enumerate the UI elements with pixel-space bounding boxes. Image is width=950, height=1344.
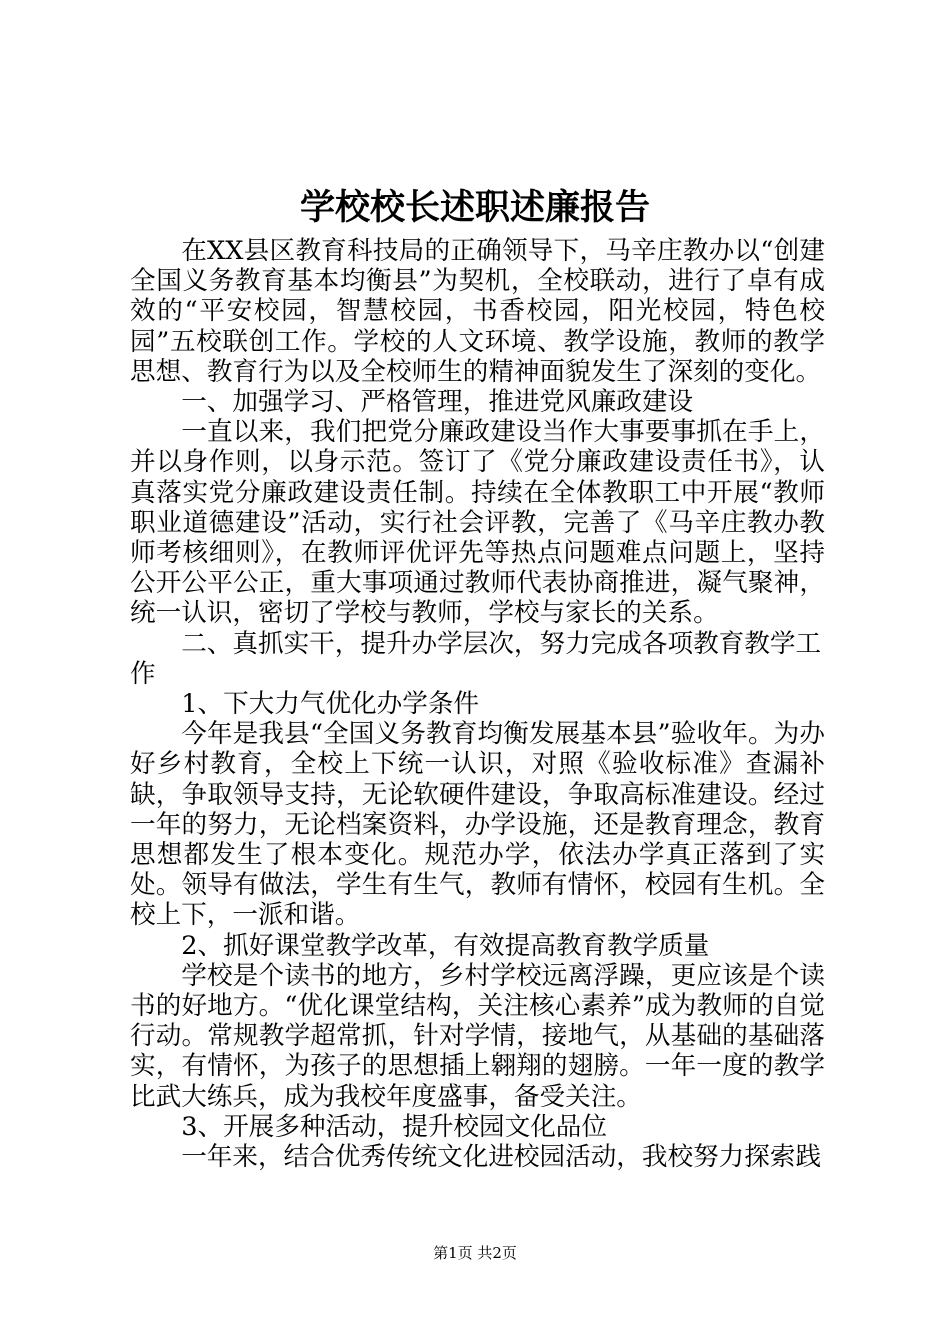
subsection-2-paragraph: 学校是个读书的地方，乡村学校远离浮躁，更应该是个读书的好地方。“优化课堂结构，关注核心素养”成为教师的自觉行动。常规教学超常抓，针对学情，接地气，从基础的基础落实，有情怀，为孩子的思想插上翱翔的翅膀。一年一度的教学比武大练兵，成为我校年度盛事，备受关注。 [130,960,825,1112]
subheading-2: 2、抓好课堂教学改革，有效提高教育教学质量 [181,930,710,961]
subsection-1-paragraph: 今年是我县“全国义务教育均衡发展基本县”验收年。为办好乡村教育，全校上下统一认识，对照《验收标准》查漏补缺，争取领导支持，无论软硬件建设，争取高标准建设。经过一年的努力，无论档案资料，办学设施，还是教育理念，教育思想都发生了根本变化。规范办学，依法办学真正落到了实处。领导有做法，学生有生气，教师有情怀，校园有生机。全校上下，一派和谐。 [130,719,825,931]
page-footer: 第1页 共2页 [433,1244,517,1262]
subheading-1: 1、下大力气优化办学条件 [181,689,480,720]
intro-paragraph: 在XX县区教育科技局的正确领导下，马辛庄教办以“创建全国义务教育基本均衡县”为契机，全校联动，进行了卓有成效的“平安校园，智慧校园，书香校园，阳光校园，特色校园”五校联创工作。学校的人文环境、教学设施，教师的教学思想、教育行为以及全校师生的精神面貌发生了深刻的变化。 [130,236,825,387]
section-heading-1: 一、加强学习、严格管理，推进党风廉政建设 [181,387,694,418]
subheading-3: 3、开展多种活动，提升校园文化品位 [181,1111,607,1142]
section-1-paragraph: 一直以来，我们把党分廉政建设当作大事要事抓在手上，并以身作则，以身示范。签订了《党分廉政建设责任书》，认真落实党分廉政建设责任制。持续在全体教职工中开展“教师职业道德建设”活动，实行社会评教，完善了《马辛庄教办教师考核细则》，在教师评优评先等热点问题难点问题上，坚持公开公平公正，重大事项通过教师代表协商推进，凝气聚神，统一认识，密切了学校与教师，学校与家长的关系。 [130,417,825,629]
subsection-3-paragraph: 一年来，结合优秀传统文化进校园活动，我校努力探索践 [181,1142,822,1173]
document-body [130,236,825,1172]
document-title: 学校校长述职述廉报告 [299,187,650,228]
section-heading-2: 二、真抓实干，提升办学层次，努力完成各项教育教学工作 [130,628,822,689]
